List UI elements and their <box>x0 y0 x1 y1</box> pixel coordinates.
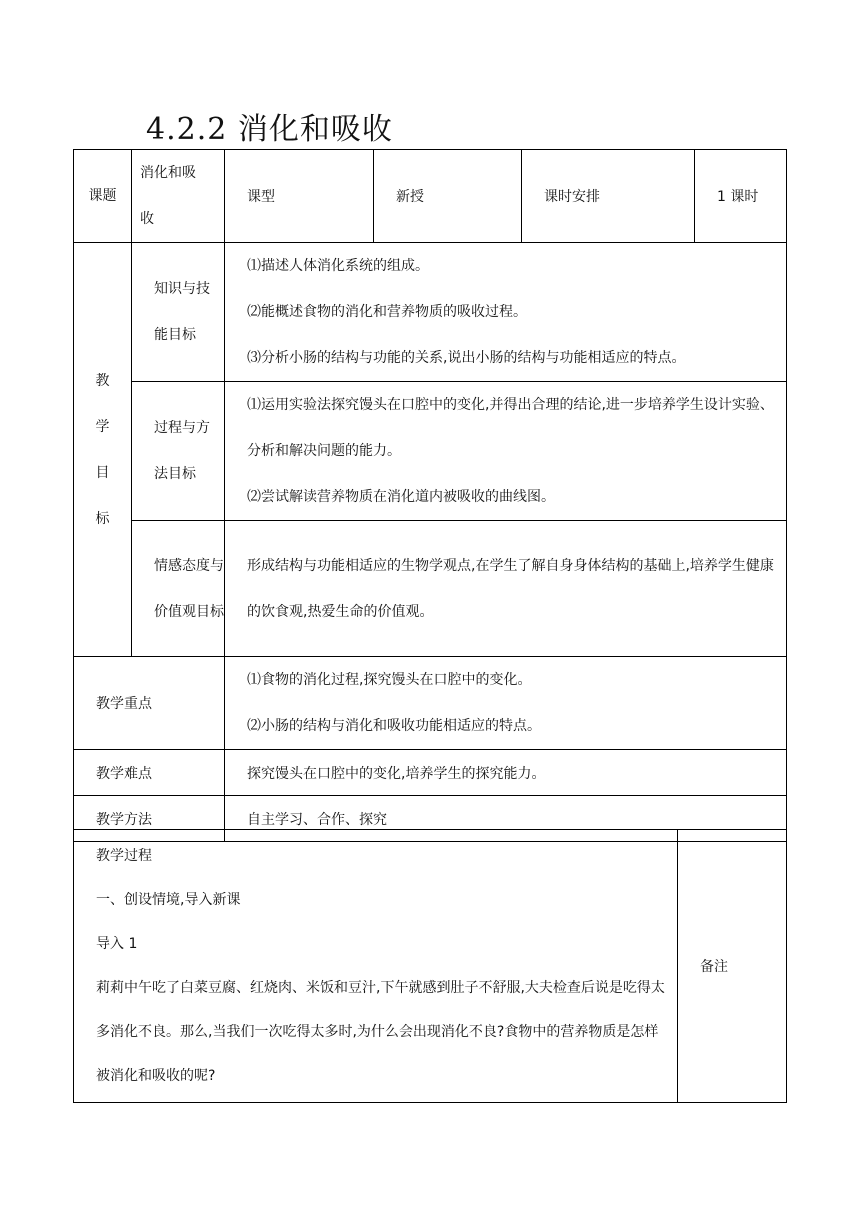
method-text: 自主学习、合作、探究 <box>247 811 387 828</box>
difficulty-content-cell <box>225 750 787 796</box>
topic-label-cell <box>74 150 132 243</box>
process-subheading: 一、创设情境,导入新课 <box>96 892 241 908</box>
key-point-item: ⑵小肠的结构与消化和吸收功能相适应的特点。 <box>247 718 541 734</box>
emotion-label-cell <box>132 521 225 657</box>
process-content-cell <box>225 382 787 521</box>
process-table <box>73 829 787 1103</box>
difficulty-text: 探究馒头在口腔中的变化,培养学生的探究能力。 <box>247 765 546 782</box>
remarks-label: 备注 <box>700 959 728 975</box>
knowledge-item: ⑴描述人体消化系统的组成。 <box>247 258 429 274</box>
type-value-cell <box>374 150 522 243</box>
intro-paragraph: 莉莉中午吃了白菜豆腐、红烧肉、米饭和豆汁,下午就感到肚子不舒服,大夫检查后说是吃得太多消化不良。那么,当我们一次吃得太多时,为什么会出现消化不良?食物中的营养物质是怎样被消化和吸收的呢? <box>96 980 665 1084</box>
header-row <box>74 150 787 243</box>
topic-value: 消化和吸收 <box>140 165 196 227</box>
schedule-label-cell <box>522 150 695 243</box>
process-heading: 教学过程 <box>96 848 152 864</box>
process-item: ⑴运用实验法探究馒头在口腔中的变化,并得出合理的结论,进一步培养学生设计实验、分析和解决问题的能力。 <box>247 397 774 459</box>
emotion-text: 形成结构与功能相适应的生物学观点,在学生了解自身身体结构的基础上,培养学生健康的饮食观,热爱生命的价值观。 <box>247 557 774 620</box>
lesson-plan-table <box>73 149 787 842</box>
key-point-item: ⑴食物的消化过程,探究馒头在口腔中的变化。 <box>247 672 532 688</box>
knowledge-item: ⑶分析小肠的结构与功能的关系,说出小肠的结构与功能相适应的特点。 <box>247 350 686 366</box>
schedule-value: 1 课时 <box>717 189 759 205</box>
schedule-value-cell <box>695 150 787 243</box>
emotion-label: 情感态度与价值观目标 <box>154 557 224 620</box>
objective-row-process <box>74 382 787 521</box>
process-label: 过程与方法目标 <box>154 420 210 482</box>
difficulty-label-cell <box>74 750 225 796</box>
knowledge-item: ⑵能概述食物的消化和营养物质的吸收过程。 <box>247 304 527 320</box>
page-title: 4.2.2 消化和吸收 <box>146 112 393 147</box>
emotion-content-cell <box>225 521 787 657</box>
process-item: ⑵尝试解读营养物质在消化道内被吸收的曲线图。 <box>247 489 555 505</box>
key-points-list <box>247 657 778 749</box>
process-content-cell <box>74 830 678 1103</box>
knowledge-list <box>247 243 778 381</box>
intro-label: 导入 1 <box>96 936 138 952</box>
objective-row-knowledge <box>74 243 787 382</box>
knowledge-label-cell <box>132 243 225 382</box>
type-value: 新授 <box>396 189 424 205</box>
key-points-label-cell <box>74 657 225 750</box>
type-label-cell <box>225 150 374 243</box>
objective-row-emotion <box>74 521 787 657</box>
difficulty-row <box>74 750 787 796</box>
process-label-cell <box>132 382 225 521</box>
key-points-row <box>74 657 787 750</box>
knowledge-content-cell <box>225 243 787 382</box>
process-list <box>247 382 780 520</box>
knowledge-label: 知识与技能目标 <box>154 281 210 343</box>
objectives-label-cell <box>74 243 132 657</box>
topic-label: 课题 <box>88 188 117 204</box>
process-row <box>74 830 787 1103</box>
schedule-label: 课时安排 <box>544 189 600 205</box>
type-label: 课型 <box>247 189 275 205</box>
key-points-label: 教学重点 <box>96 696 152 712</box>
objectives-label: 教学目标 <box>95 372 110 527</box>
remarks-cell <box>678 830 787 1103</box>
difficulty-label: 教学难点 <box>96 765 152 782</box>
key-points-content-cell <box>225 657 787 750</box>
topic-value-cell <box>132 150 225 243</box>
method-label: 教学方法 <box>96 811 152 828</box>
